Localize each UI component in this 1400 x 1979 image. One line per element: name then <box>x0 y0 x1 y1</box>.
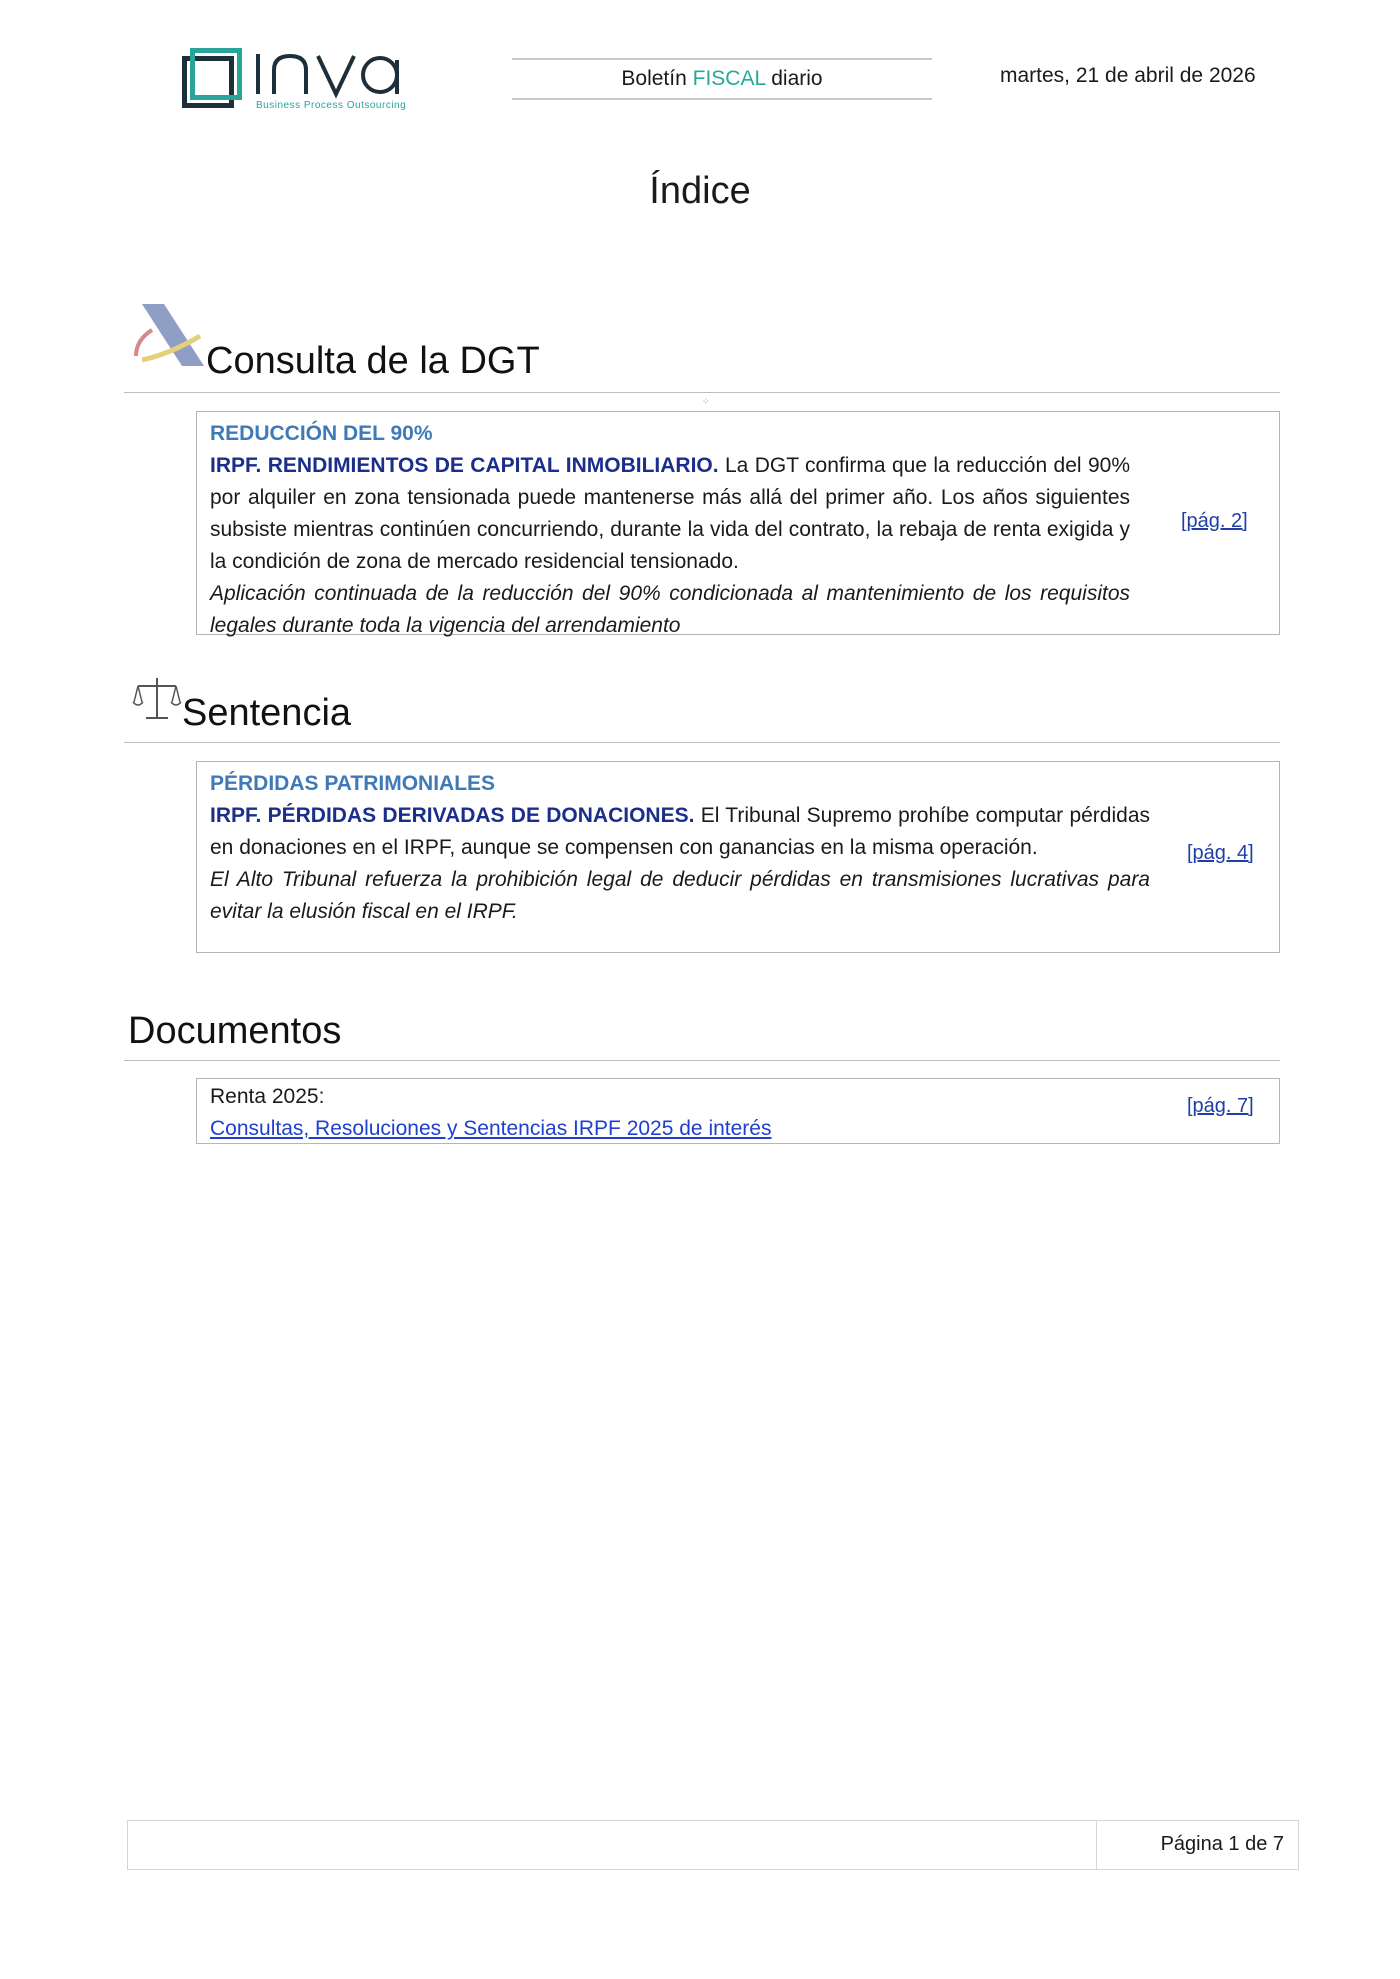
logo-subtitle: Business Process Outsourcing <box>256 100 407 111</box>
entry-dgt <box>196 411 1280 635</box>
bulletin-title <box>512 58 932 100</box>
page-title: Índice <box>649 170 751 212</box>
section-title-sentencia: Sentencia <box>182 692 352 734</box>
anchor-mark: ⁘ <box>702 396 710 406</box>
section-documentos-header <box>124 1004 1280 1061</box>
entry-documentos <box>196 1078 1280 1144</box>
entry-dgt-summary: Aplicación continuada de la reducción del 90% condicionada al mantenimiento de los requisitos legales durante toda la vigencia del arrendamiento <box>210 582 1130 637</box>
entry-sentencia-page-link[interactable]: [pág. 4] <box>1187 842 1254 864</box>
agencia-tributaria-logo-icon <box>130 300 210 372</box>
entry-dgt-page-link[interactable]: [pág. 2] <box>1181 510 1248 532</box>
bulletin-date: martes, 21 de abril de 2026 <box>1000 64 1256 87</box>
page-footer <box>127 1820 1299 1870</box>
entry-documentos-page-link[interactable]: [pág. 7] <box>1187 1095 1254 1117</box>
entry-sentencia-text: El Tribunal Supremo prohíbe computar pérdidas en donaciones en el IRPF, aunque se compensen con ganancias en la misma operación. <box>210 804 1150 859</box>
entry-dgt-tag: REDUCCIÓN DEL 90% <box>210 422 433 445</box>
entry-sentencia-summary: El Alto Tribunal refuerza la prohibición legal de deducir pérdidas en transmisiones lucrativas para evitar la elusión fiscal en el IRPF. <box>210 868 1150 923</box>
entry-documentos-label: Renta 2025: <box>210 1085 325 1108</box>
footer-divider <box>1096 1821 1097 1869</box>
entry-sentencia-headline: IRPF. PÉRDIDAS DERIVADAS DE DONACIONES. <box>210 804 695 827</box>
bulletin-prefix: Boletín <box>621 67 687 90</box>
section-title-documentos: Documentos <box>128 1010 342 1052</box>
company-logo <box>182 48 412 118</box>
bulletin-accent: FISCAL <box>692 67 766 90</box>
section-dgt-header <box>124 300 1280 393</box>
scales-icon <box>132 674 182 724</box>
logo-square-teal <box>190 48 242 100</box>
entry-sentencia-tag: PÉRDIDAS PATRIMONIALES <box>210 772 496 795</box>
entry-documentos-link[interactable]: Consultas, Resoluciones y Sentencias IRPF 2025 de interés <box>210 1117 772 1140</box>
bulletin-suffix: diario <box>771 67 823 90</box>
logo-wordmark <box>252 48 412 100</box>
entry-dgt-body <box>210 450 1130 578</box>
entry-sentencia <box>196 761 1280 953</box>
section-title-dgt: Consulta de la DGT <box>206 340 540 382</box>
page-number: Página 1 de 7 <box>1160 1833 1284 1855</box>
section-sentencia-header <box>124 670 1280 743</box>
entry-sentencia-body <box>210 800 1150 864</box>
entry-dgt-text: La DGT confirma que la reducción del 90% por alquiler en zona tensionada puede mantenerse más allá del primer año. Los años siguientes subsiste mientras continúen concurriendo, durante la vida del contrato, la rebaja de renta exigida y la condición de zona de mercado residencial tensionado. <box>210 454 1130 573</box>
entry-dgt-headline: IRPF. RENDIMIENTOS DE CAPITAL INMOBILIARIO. <box>210 454 719 477</box>
